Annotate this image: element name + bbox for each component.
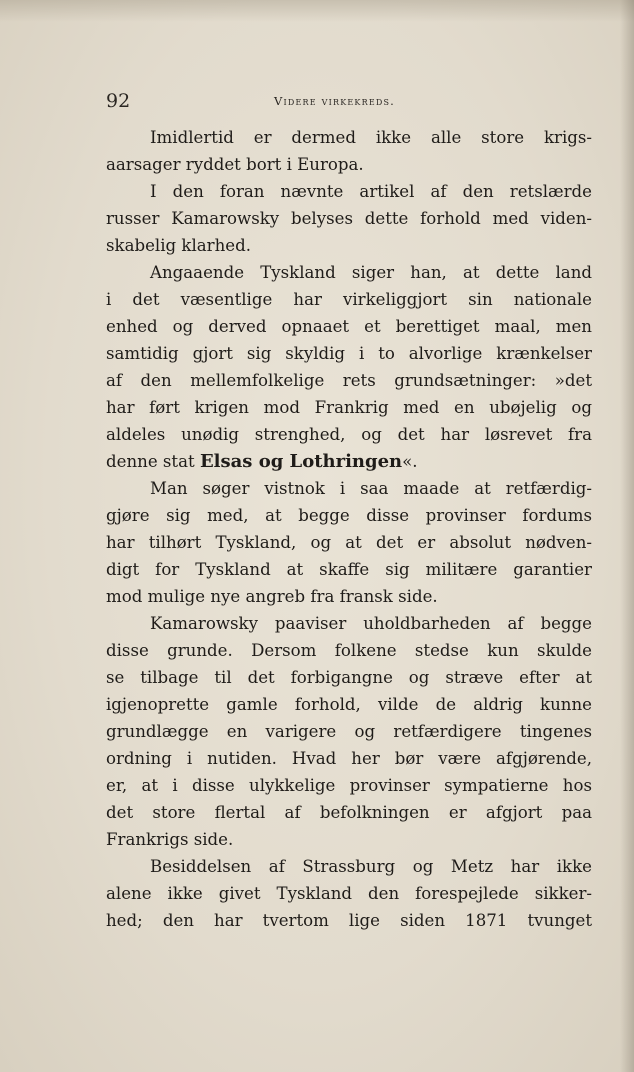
text-fragment: denne stat: [106, 452, 200, 471]
paragraph: [106, 475, 592, 610]
page-shadow-right: [620, 0, 634, 1072]
text-line: Imidlertid er dermed ikke alle store krigs-: [150, 128, 592, 147]
text-line: [106, 448, 592, 475]
text-line: ordning i nutiden. Hvad her bør være afgjørende,: [106, 749, 592, 768]
text-line: alene ikke givet Tyskland den forespejlede sikker-: [106, 884, 592, 903]
running-head: Videre virkekreds.: [274, 94, 396, 108]
text-line: Besiddelsen af Strassburg og Metz har ikke: [150, 857, 592, 876]
text-line: mod mulige nye angreb fra fransk side.: [106, 587, 438, 606]
text-line: har tilhørt Tyskland, og at det er absolut nødven-: [106, 533, 592, 552]
paragraph: [106, 178, 592, 259]
text-line: grundlægge en varigere og retfærdigere tingenes: [106, 722, 592, 741]
text-line: skabelig klarhed.: [106, 236, 252, 255]
page-number: 92: [106, 90, 131, 112]
text-line: disse grunde. Dersom folkene stedse kun skulde: [106, 641, 592, 660]
text-line: har ført krigen mod Frankrig med en ubøjelig og: [106, 398, 592, 417]
text-line: digt for Tyskland at skaffe sig militære garantier: [106, 560, 592, 579]
text-line: Man søger vistnok i saa maade at retfærdig-: [150, 479, 592, 498]
text-line: i det væsentlige har virkeliggjort sin nationale: [106, 290, 592, 309]
text-fragment: «.: [402, 452, 418, 471]
text-line: Frankrigs side.: [106, 830, 234, 849]
text-line: se tilbage til det forbigangne og stræve efter at: [106, 668, 592, 687]
text-line: igjenoprette gamle forhold, vilde de aldrig kunne: [106, 695, 592, 714]
paragraph: [106, 853, 592, 934]
text-line: Angaaende Tyskland siger han, at dette land: [150, 263, 592, 282]
paragraph: [106, 610, 592, 853]
text-line: det store flertal af befolkningen er afgjort paa: [106, 803, 592, 822]
text-line: af den mellemfolkelige rets grundsætninger: »det: [106, 371, 592, 390]
text-line: russer Kamarowsky belyses dette forhold med viden-: [106, 209, 592, 228]
text-line: Kamarowsky paaviser uholdbarheden af begge: [150, 614, 592, 633]
body-text: [106, 124, 592, 934]
page-header: [106, 88, 596, 118]
text-line: aarsager ryddet bort i Europa.: [106, 155, 364, 174]
text-line: gjøre sig med, at begge disse provinser fordums: [106, 506, 592, 525]
text-line: aldeles unødig strenghed, og det har løsrevet fra: [106, 425, 592, 444]
bold-text: Elsas og Lothringen: [199, 451, 403, 472]
text-line: er, at i disse ulykkelige provinser sympatierne hos: [106, 776, 592, 795]
paragraph: [106, 124, 592, 178]
page-shadow-top: [0, 0, 634, 22]
text-line: hed; den har tvertom lige siden 1871 tvunget: [106, 911, 592, 930]
paragraph: [106, 259, 592, 475]
text-line: enhed og derved opnaaet et berettiget maal, men: [106, 317, 592, 336]
text-line: I den foran nævnte artikel af den retslærde: [150, 182, 592, 201]
text-line: samtidig gjort sig skyldig i to alvorlige krænkelser: [106, 344, 592, 363]
